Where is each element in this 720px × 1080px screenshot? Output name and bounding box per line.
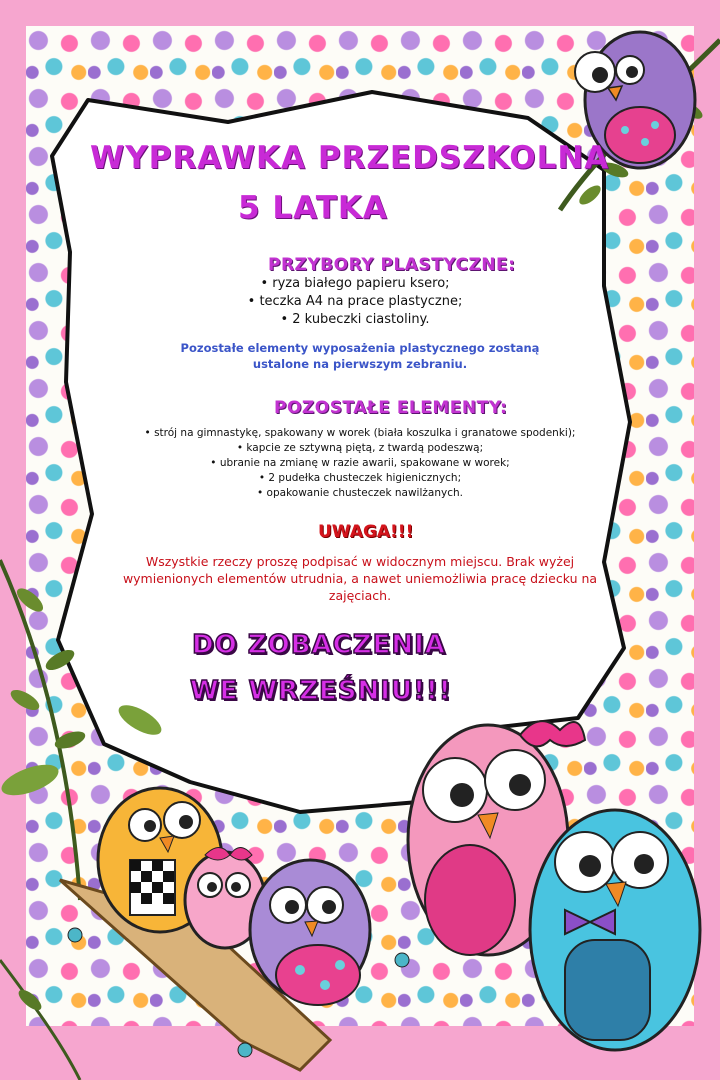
art-supplies-heading: PRZYBORY PLASTYCZNE: — [268, 255, 516, 275]
other-items-list — [100, 426, 620, 501]
other-items-heading: POZOSTAŁE ELEMENTY: — [274, 398, 508, 418]
list-item: • kapcie ze sztywną piętą, z twardą podeszwą; — [100, 441, 620, 456]
goodbye-line-2: WE WRZEŚNIU!!! — [190, 676, 452, 706]
warning-text: Wszystkie rzeczy proszę podpisać w widocznym miejscu. Brak wyżej wymienionych elementów utrudnia, a nawet uniemożliwia pracę dziecku na zajęciach. — [122, 554, 598, 603]
list-item: • teczka A4 na prace plastyczne; — [200, 293, 510, 311]
list-item: • ubranie na zmianę w razie awarii, spakowane w worek; — [100, 456, 620, 471]
list-item: • opakowanie chusteczek nawilżanych. — [100, 486, 620, 501]
list-item: • strój na gimnastykę, spakowany w worek (biała koszulka i granatowe spodenki); — [100, 426, 620, 441]
art-supplies-note: Pozostałe elementy wyposażenia plastycznego zostaną ustalone na pierwszym zebraniu. — [180, 341, 540, 371]
art-supplies-list — [200, 275, 510, 329]
goodbye-line-1: DO ZOBACZENIA — [192, 630, 446, 660]
poster-subtitle: 5 LATKA — [238, 190, 388, 226]
poster-title: WYPRAWKA PRZEDSZKOLNA — [90, 140, 610, 176]
list-item: • 2 pudełka chusteczek higienicznych; — [100, 471, 620, 486]
warning-heading: UWAGA!!! — [318, 522, 414, 542]
list-item: • 2 kubeczki ciastoliny. — [200, 311, 510, 329]
list-item: • ryza białego papieru ksero; — [200, 275, 510, 293]
